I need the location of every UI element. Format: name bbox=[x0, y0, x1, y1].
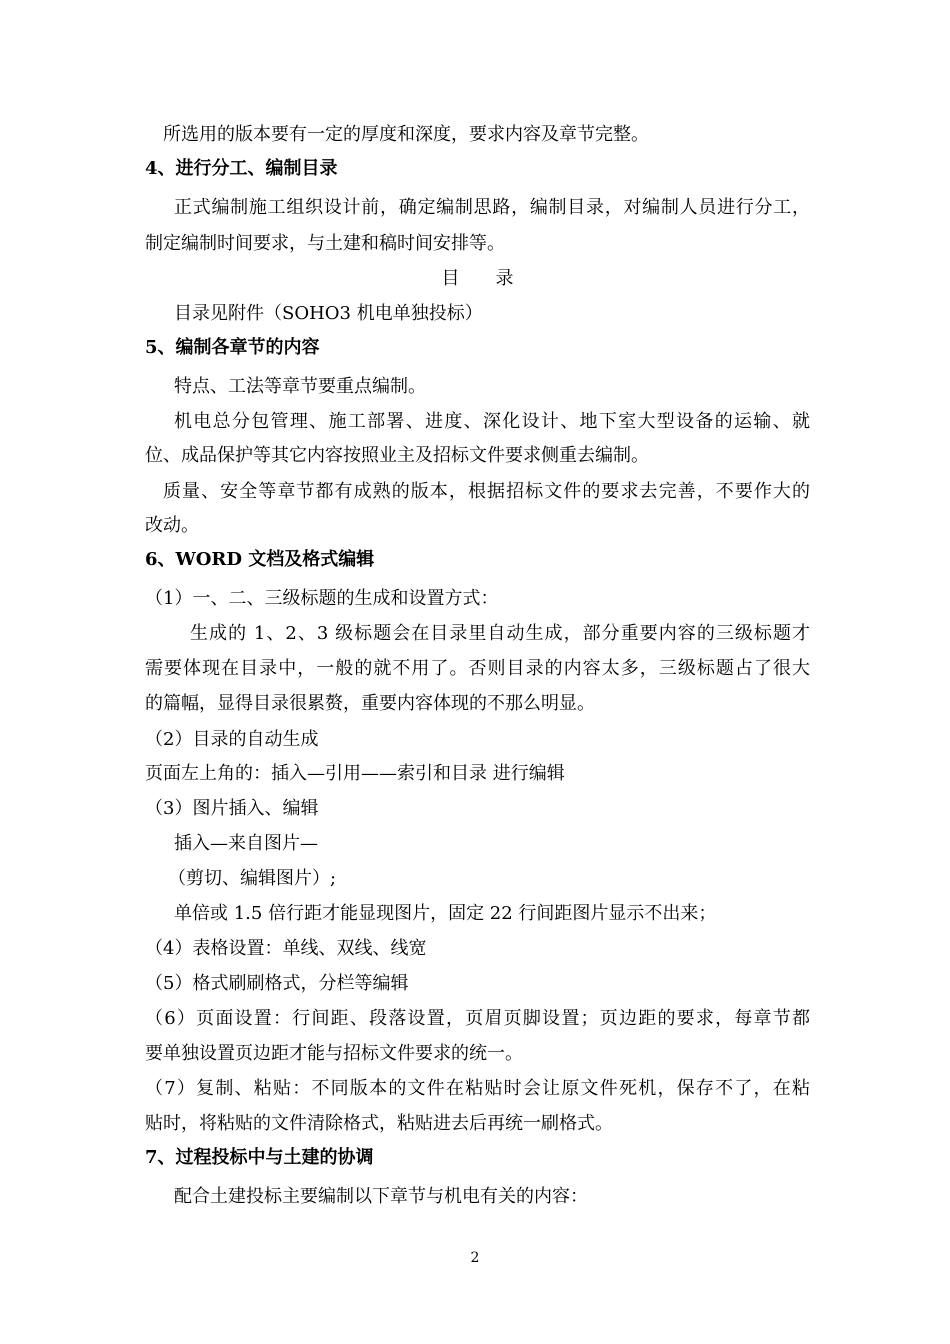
toc-title: 目 录 bbox=[441, 268, 514, 289]
text-line: 生成的 1、2、3 级标题会在目录里自动生成，部分重要内容的三级标题才 bbox=[190, 623, 810, 644]
text-line: 页面左上角的：插入—引用——索引和目录 进行编辑 bbox=[145, 763, 565, 784]
section-heading: 7、过程投标中与土建的协调 bbox=[145, 1147, 374, 1168]
text-line: 制定编制时间要求，与土建和稿时间安排等。 bbox=[145, 233, 505, 254]
text-line: 特点、工法等章节要重点编制。 bbox=[174, 376, 426, 397]
text-line: 需要体现在目录中，一般的就不用了。否则目录的内容太多，三级标题占了很大 bbox=[145, 658, 810, 679]
text-line: （6）页面设置：行间距、段落设置，页眉页脚设置；页边距的要求，每章节都 bbox=[145, 1008, 810, 1029]
text-line: （4）表格设置：单线、双线、线宽 bbox=[145, 938, 427, 959]
text-line: 机电总分包管理、施工部署、进度、深化设计、地下室大型设备的运输、就 bbox=[174, 411, 810, 432]
text-line: 贴时，将粘贴的文件清除格式，粘贴进去后再统一刷格式。 bbox=[145, 1113, 613, 1134]
text-line: （剪切、编辑图片）; bbox=[168, 868, 337, 889]
page-number: 2 bbox=[470, 1250, 480, 1266]
text-line: 质量、安全等章节都有成熟的版本，根据招标文件的要求去完善，不要作大的 bbox=[163, 481, 810, 502]
text-line: （1）一、二、三级标题的生成和设置方式： bbox=[145, 588, 499, 609]
text-line: 要单独设置页边距才能与招标文件要求的统一。 bbox=[145, 1043, 523, 1064]
section-heading: 5、编制各章节的内容 bbox=[145, 337, 320, 358]
text-line: 改动。 bbox=[145, 515, 199, 536]
text-line: 插入—来自图片— bbox=[174, 833, 318, 854]
text-line: 正式编制施工组织设计前，确定编制思路，编制目录，对编制人员进行分工， bbox=[174, 197, 810, 218]
text-line: （2）目录的自动生成 bbox=[145, 729, 319, 750]
text-line: 单倍或 1.5 倍行距才能显现图片，固定 22 行间距图片显示不出来； bbox=[174, 903, 717, 924]
text-line: 位、成品保护等其它内容按照业主及招标文件要求侧重去编制。 bbox=[145, 445, 649, 466]
section-heading: 4、进行分工、编制目录 bbox=[145, 158, 338, 179]
text-line: 的篇幅，显得目录很累赘，重要内容体现的不那么明显。 bbox=[145, 693, 595, 714]
text-line: 所选用的版本要有一定的厚度和深度，要求内容及章节完整。 bbox=[163, 124, 649, 145]
text-line: （7）复制、粘贴：不同版本的文件在粘贴时会让原文件死机，保存不了，在粘 bbox=[145, 1078, 810, 1099]
text-line: 配合土建投标主要编制以下章节与机电有关的内容： bbox=[174, 1186, 588, 1207]
text-line: （5）格式刷刷格式，分栏等编辑 bbox=[145, 973, 409, 994]
text-line: 目录见附件（SOHO3 机电单独投标） bbox=[174, 303, 483, 324]
section-heading: 6、WORD 文档及格式编辑 bbox=[145, 549, 375, 570]
text-line: （3）图片插入、编辑 bbox=[145, 798, 319, 819]
